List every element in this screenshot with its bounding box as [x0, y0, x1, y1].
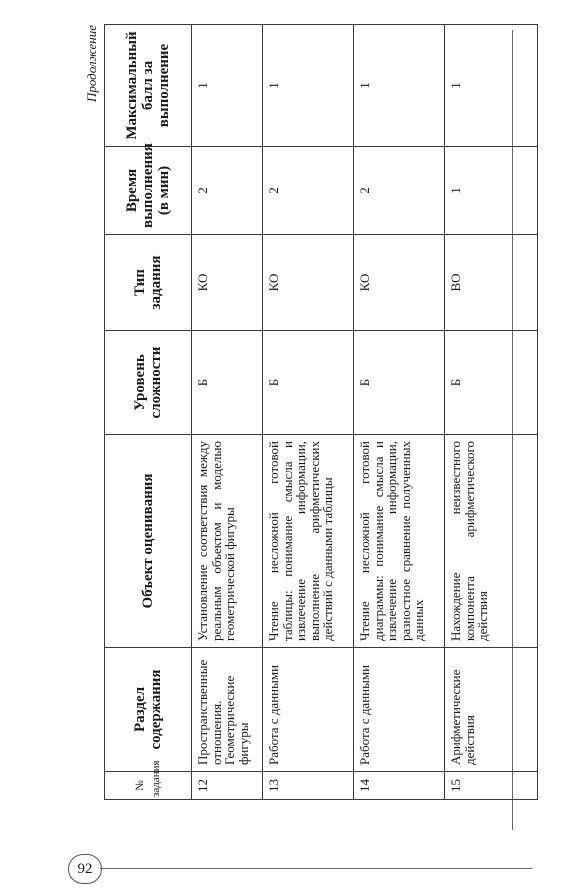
table-row [263, 25, 354, 800]
cell-type: ВО [445, 235, 538, 331]
page-number: 92 [68, 854, 102, 884]
footer-rule [100, 868, 532, 869]
cell-section: Арифметические действия [445, 648, 538, 772]
table-header-row [105, 25, 192, 800]
header-time: Время выполнения (в мин) [105, 147, 192, 235]
cell-max-score: 1 [354, 25, 445, 147]
header-level: Уровень сложности [105, 331, 192, 435]
rotated-page-content [84, 25, 514, 800]
cell-time: 2 [263, 147, 354, 235]
cell-section: Пространственные отношения. Геометрические фигуры [192, 648, 263, 772]
cell-object: Чтение несложной готовой диаграммы: понимание смысла и извлечение информации, разностное сравнение полученных данных [354, 435, 445, 648]
cell-type: КО [354, 235, 445, 331]
header-max-score: Максимальный балл за выполнение [105, 25, 192, 147]
cell-type: КО [192, 235, 263, 331]
cell-max-score: 1 [263, 25, 354, 147]
cell-max-score: 1 [192, 25, 263, 147]
table-row [192, 25, 263, 800]
cell-max-score: 1 [445, 25, 538, 147]
cell-number: 13 [263, 772, 354, 800]
cell-number: 15 [445, 772, 538, 800]
cell-time: 2 [192, 147, 263, 235]
cell-object: Нахождение неизвестного компонента арифметического действия [445, 435, 538, 648]
header-section: Раздел содержания [105, 648, 192, 772]
header-type: Тип задания [105, 235, 192, 331]
assessment-table [104, 24, 538, 800]
cell-type: КО [263, 235, 354, 331]
table-row [445, 25, 538, 800]
cell-time: 1 [445, 147, 538, 235]
cell-section: Работа с данными [263, 648, 354, 772]
cell-object: Чтение несложной готовой таблицы: понимание смысла и извлечение информации, выполнение арифметических действий с данными таблицы [263, 435, 354, 648]
cell-section: Работа с данными [354, 648, 445, 772]
header-task-number: № задания [105, 772, 192, 800]
cell-level: Б [192, 331, 263, 435]
table-row [354, 25, 445, 800]
cell-level: Б [263, 331, 354, 435]
cell-level: Б [445, 331, 538, 435]
cell-level: Б [354, 331, 445, 435]
cell-number: 14 [354, 772, 445, 800]
cell-number: 12 [192, 772, 263, 800]
cell-object: Установление соответствия между реальным объектом и моделью геометрической фигуры [192, 435, 263, 648]
header-object: Объект оценивания [105, 435, 192, 648]
continuation-label: Продолжение [84, 25, 99, 103]
cell-time: 2 [354, 147, 445, 235]
